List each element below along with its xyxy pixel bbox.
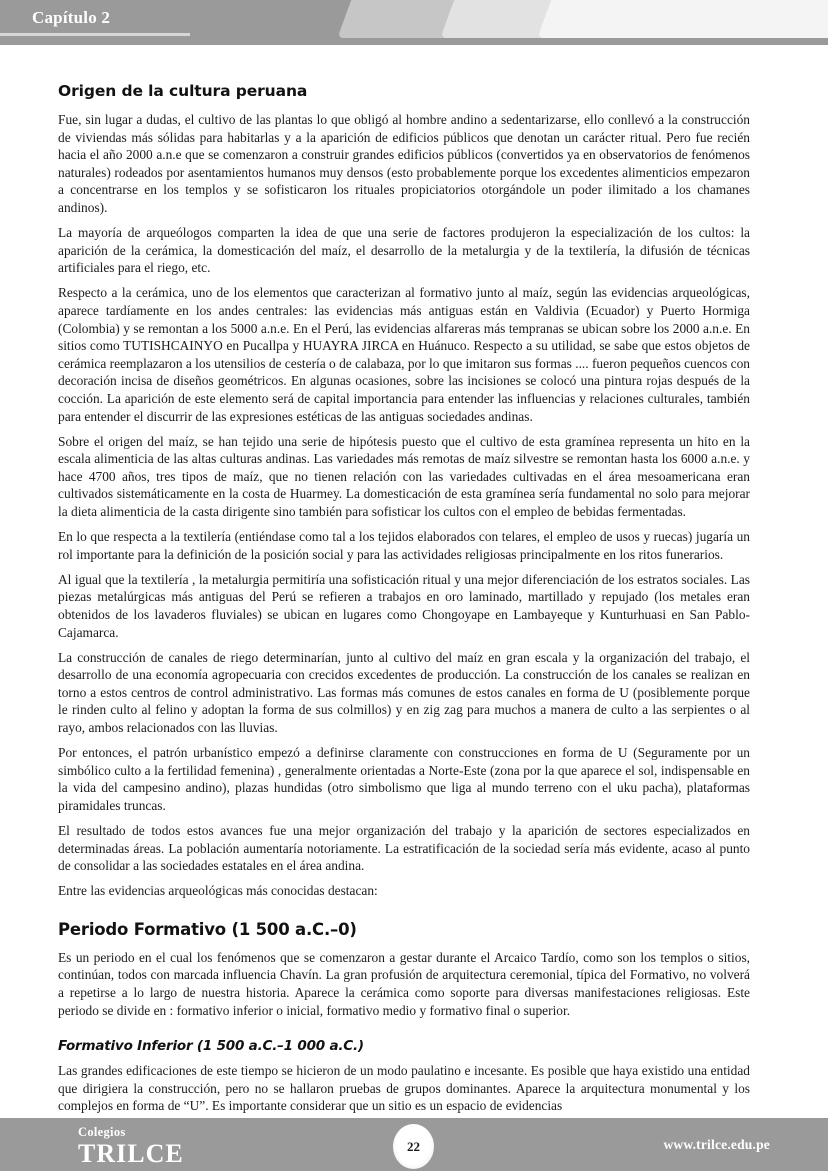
logo-text-colegios: Colegios	[78, 1125, 126, 1139]
chapter-title: Capítulo 2	[32, 8, 111, 27]
body-paragraph: Por entonces, el patrón urbanístico empezó a definirse claramente con construcciones en forma de U (Seguramente por un simbólico culto a la fertilidad femenina) , generalmente orientadas a Norte-Este (zona por la que aparece el sol, indispensable en la vida del campesino andino), plazas hundidas (otro simbolismo que liga al mundo terreno con el uku pacha), plataformas piramidales truncas.	[58, 745, 750, 813]
body-paragraph: Entre las evidencias arqueológicas más conocidas destacan:	[58, 883, 378, 899]
page-number-badge	[393, 1124, 434, 1169]
body-paragraph: Respecto a la cerámica, uno de los elementos que caracterizan al formativo junto al maíz, según las evidencias arqueológicas, aparece tardíamente en los andes centrales: las evidencias más antiguas están en Valdivia (Ecuador) y Puerto Hormiga (Colombia) y se remontan a los 5000 a.n.e. En el Perú, las evidencias alfareras más tempranas se ubican sobre los 2000 a.n.e. En sitios como TUTISHCAINYO en Pucallpa y HUAYRA JIRCA en Huánuco. Respecto a su utilidad, se sabe que estos objetos de cerámica reemplazaron a los utensilios de cestería o de calabaza, por lo que imitaron sus formas .... fueron pequeños cuencos con decoración incisa de diseños geométricos. En algunas ocasiones, sobre las incisiones se colocó una pintura rojas después de la cocción. La aparición de este elemento será de capital importancia para entender las influencias y relaciones culturales, también para entender el discurrir de las expresiones estéticas de las antiguas sociedades andinas.	[58, 285, 750, 424]
section-heading-periodo-formativo: Periodo Formativo (1 500 a.C.–0)	[58, 919, 357, 939]
trilce-logo	[78, 1126, 184, 1167]
page-title: Origen de la cultura peruana	[58, 82, 308, 100]
page-number: 22	[407, 1138, 420, 1154]
header-band-3	[537, 0, 828, 38]
body-paragraph: Fue, sin lugar a dudas, el cultivo de las plantas lo que obligó al hombre andino a sedentarizarse, ello conllevó a la construcción de viviendas más sólidas para habitarlas y a la aparición de edificios públicos que denotan un carácter ritual. Pero fue recién hacia el año 2000 a.n.e que se comenzaron a construir grandes edificios públicos (convertidos ya en observatorios de fenómenos naturales) rodeados por asentamientos humanos muy densos (esto probablemente porque los excedentes alimenticios empezaron a concentrarse en los templos y se sofisticaron los rituales propiciatorios otorgándole un poder ilimitado a los chamanes andinos).	[58, 112, 750, 215]
body-paragraph: La construcción de canales de riego determinarían, junto al cultivo del maíz en gran escala y la organización del trabajo, el desarrollo de una economía agropecuaria con crecidos excedentes de producción. La construcción de los canales se realizan en torno a estos centros de control administrativo. Las formas más comunes de estos canales en forma de U (posiblemente porque le rinden culto al felino y adoptan la forma de sus colmillos) y en zig zag para muchos a manera de culto a las serpientes o al rayo, ambos relacionados con las lluvias.	[58, 649, 750, 735]
header-bottom-strip	[0, 38, 828, 45]
subsection-heading-formativo-inferior: Formativo Inferior (1 500 a.C.–1 000 a.C.)	[58, 1038, 364, 1055]
body-paragraph: El resultado de todos estos avances fue una mejor organización del trabajo y la aparición de sectores especializados en determinadas áreas. La población aumentaría notoriamente. La estratificación de la sociedad sería más evidente, acaso al punto de consolidar a las sociedades estatales en el área andina.	[58, 822, 750, 874]
document-content	[58, 82, 750, 1123]
body-paragraph: Es un periodo en el cual los fenómenos que se comenzaron a gestar durante el Arcaico Tardío, como son los templos o sitios, continúan, todos con marcada influencia Chavín. La gran profusión de arquitectura ceremonial, típica del Formativo, no volverá a repetirse a lo largo de nuestra historia. Aparece la cerámica como soporte para diversas manifestaciones religiosas. Este periodo se divide en : formativo inferior o inicial, formativo medio y formativo final o superior.	[58, 949, 750, 1018]
page-header	[0, 0, 828, 45]
chapter-underline-rule	[0, 33, 190, 36]
body-paragraph: Al igual que la textilería , la metalurgia permitiría una sofisticación ritual y una mejor diferenciación de los estratos sociales. Las piezas metalúrgicas más antiguas del Perú se refieren a trabajos en oro laminado, martillado y repujado (los metales eran obtenidos de los lavaderos fluviales) se ubican en lugares como Chongoyape en Lambayeque y Kunturhuasi en San Pablo-Cajamarca.	[58, 571, 750, 640]
logo-text-trilce: TRILCE	[78, 1138, 184, 1168]
body-paragraph: La mayoría de arqueólogos comparten la idea de que una serie de factores produjeron la especialización de los cultos: la aparición de la cerámica, la domesticación del maíz, el desarrollo de la metalurgia y de la textilería, la difusión de técnicas artificiales para el riego, etc.	[58, 225, 750, 276]
footer-website-url: www.trilce.edu.pe	[663, 1137, 770, 1152]
body-paragraph: En lo que respecta a la textilería (entiéndase como tal a los tejidos elaborados con telares, el empleo de usos y ruecas) jugaría un rol importante para la definición de la posición social y para las actividades religiosas principalmente en los ritos funerarios.	[58, 529, 750, 562]
body-paragraph: Sobre el origen del maíz, se han tejido una serie de hipótesis puesto que el cultivo de esta gramínea representa un hito en la escala alimenticia de las altas culturas andinas. Las variedades más remotas de maíz silvestre se remontan hasta los 6000 a.n.e. y hace 4700 años, tres tipos de maíz, que no tienen relación con las variedades cultivadas en el área mesoamericana eran cultivados sistemáticamente en la costa de Huarmey. La domesticación de esta gramínea sería fundamental no solo para mejorar la dieta alimenticia de la casta dirigente sino también para sofisticar los cultos con el empleo de bebidas fermentadas.	[58, 433, 750, 519]
body-paragraph: Las grandes edificaciones de este tiempo se hicieron de un modo paulatino e incesante. Es posible que haya existido una entidad que dirigiera la construcción, pero no se hallaron pruebas de grupos dominantes. Aparece la arquitectura monumental y los complejos en forma de “U”. Es importante considerar que un sitio es un espacio de evidencias	[58, 1063, 750, 1114]
